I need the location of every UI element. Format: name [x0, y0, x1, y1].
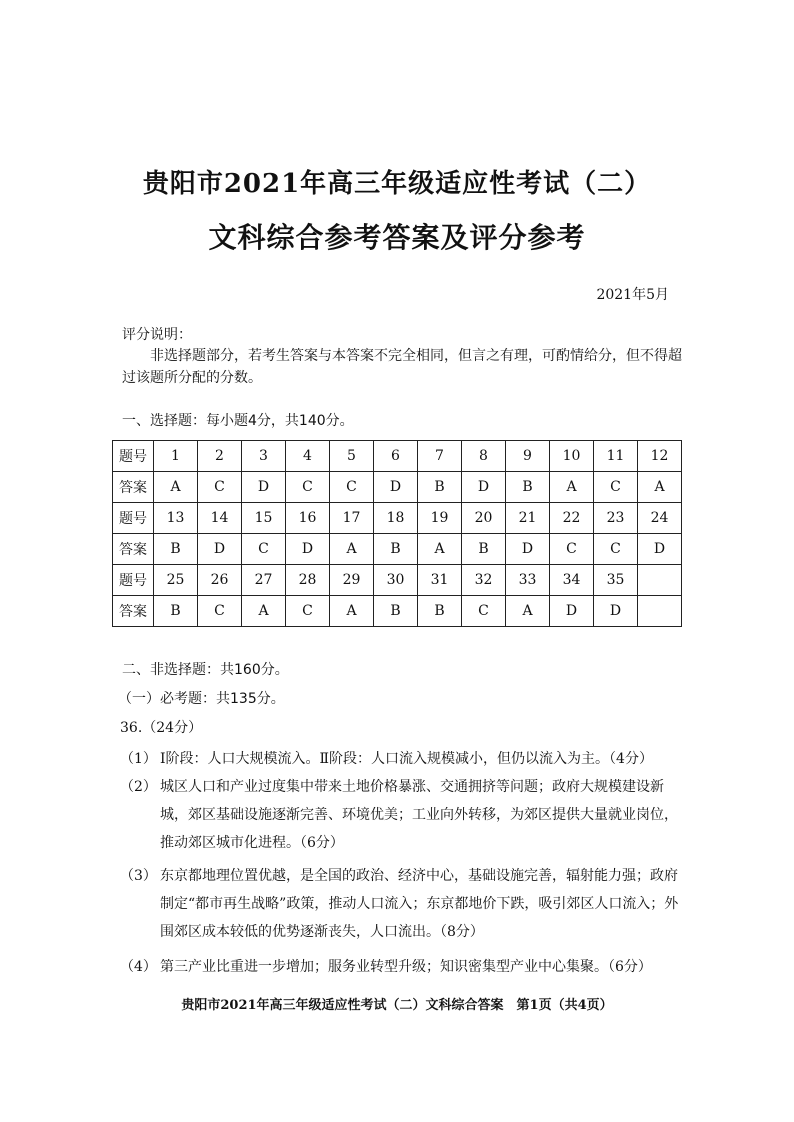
table-cell: D — [198, 534, 242, 565]
table-cell: 18 — [374, 503, 418, 534]
table-cell: D — [374, 472, 418, 503]
table-cell: 32 — [462, 565, 506, 596]
table-cell: C — [286, 472, 330, 503]
answer-row — [113, 534, 682, 565]
scoring-notes-heading: 评分说明： — [122, 327, 192, 343]
table-cell: A — [154, 472, 198, 503]
q36-item-1 — [120, 745, 685, 773]
q36-item-number: （1） — [120, 751, 157, 767]
table-cell: 7 — [418, 441, 462, 472]
table-cell: 27 — [242, 565, 286, 596]
q36-item-3 — [120, 862, 685, 946]
section2-heading: 二、非选择题：共160分。 — [122, 662, 289, 678]
table-cell: 22 — [550, 503, 594, 534]
table-cell: A — [550, 472, 594, 503]
q36-item-number: （4） — [120, 959, 157, 975]
row-label-cell: 题号 — [113, 503, 154, 534]
table-cell: 17 — [330, 503, 374, 534]
section1-heading: 一、选择题：每小题4分，共140分。 — [122, 413, 354, 429]
table-cell: D — [286, 534, 330, 565]
table-cell: C — [462, 596, 506, 627]
table-cell: 11 — [594, 441, 638, 472]
table-cell: 23 — [594, 503, 638, 534]
table-cell: C — [198, 596, 242, 627]
table-cell: 2 — [198, 441, 242, 472]
table-cell: 4 — [286, 441, 330, 472]
subsection1-heading: （一）必考题：共135分。 — [118, 691, 285, 707]
table-cell: A — [418, 534, 462, 565]
table-cell: D — [506, 534, 550, 565]
table-cell: C — [550, 534, 594, 565]
table-cell: C — [198, 472, 242, 503]
table-cell: 8 — [462, 441, 506, 472]
q36-item-number: （2） — [120, 779, 157, 795]
table-cell: A — [330, 534, 374, 565]
table-cell: C — [242, 534, 286, 565]
row-label-cell: 题号 — [113, 565, 154, 596]
q36-item-text: 城区人口和产业过度集中带来土地价格暴涨、交通拥挤等问题；政府大规模建设新城，郊区基础设施逐渐完善、环境优美；工业向外转移，为郊区提供大量就业岗位，推动郊区城市化进程。（6分） — [160, 779, 678, 851]
table-cell: 21 — [506, 503, 550, 534]
scoring-notes-body: 非选择题部分，若考生答案与本答案不完全相同，但言之有理，可酌情给分，但不得超过该题所分配的分数。 — [122, 348, 682, 386]
question-36-heading: 36.（24分） — [120, 720, 203, 736]
table-cell: 29 — [330, 565, 374, 596]
document-date: 2021年5月 — [596, 287, 669, 303]
q36-item-text: 第三产业比重进一步增加；服务业转型升级；知识密集型产业中心集聚。（6分） — [160, 959, 652, 975]
table-cell: 28 — [286, 565, 330, 596]
table-cell: 25 — [154, 565, 198, 596]
table-cell: 16 — [286, 503, 330, 534]
table-cell: 30 — [374, 565, 418, 596]
table-cell: D — [638, 534, 682, 565]
table-cell: 26 — [198, 565, 242, 596]
table-cell: D — [462, 472, 506, 503]
table-cell: B — [506, 472, 550, 503]
table-cell: 9 — [506, 441, 550, 472]
table-cell: 5 — [330, 441, 374, 472]
table-cell: B — [374, 596, 418, 627]
q36-item-text: 东京都地理位置优越，是全国的政治、经济中心，基础设施完善，辐射能力强；政府制定“都市再生战略”政策，推动人口流入；东京都地价下跌，吸引郊区人口流入；外围郊区成本较低的优势逐渐丧失，人口流出。（8分） — [160, 868, 679, 940]
table-cell: D — [550, 596, 594, 627]
table-cell: 12 — [638, 441, 682, 472]
answer-row — [113, 472, 682, 503]
table-cell: 1 — [154, 441, 198, 472]
table-cell: B — [374, 534, 418, 565]
table-cell: D — [242, 472, 286, 503]
table-cell — [638, 565, 682, 596]
table-cell: A — [506, 596, 550, 627]
table-cell: 19 — [418, 503, 462, 534]
row-label-cell: 答案 — [113, 534, 154, 565]
document-subtitle: 文科综合参考答案及评分参考 — [208, 221, 586, 254]
table-cell: 10 — [550, 441, 594, 472]
table-cell: B — [154, 534, 198, 565]
table-cell: A — [330, 596, 374, 627]
q36-item-text: Ⅰ阶段：人口大规模流入。Ⅱ阶段：人口流入规模减小，但仍以流入为主。（4分） — [160, 751, 653, 767]
table-cell: 33 — [506, 565, 550, 596]
table-cell: B — [462, 534, 506, 565]
table-cell: A — [638, 472, 682, 503]
question-number-row — [113, 503, 682, 534]
table-cell: C — [286, 596, 330, 627]
table-cell: 35 — [594, 565, 638, 596]
table-cell: 24 — [638, 503, 682, 534]
row-label-cell: 答案 — [113, 472, 154, 503]
table-cell: C — [594, 534, 638, 565]
table-cell: D — [594, 596, 638, 627]
q36-item-number: （3） — [120, 868, 157, 884]
table-cell: B — [418, 472, 462, 503]
q36-item-4 — [120, 953, 685, 981]
table-cell: 6 — [374, 441, 418, 472]
table-cell: 3 — [242, 441, 286, 472]
page-footer: 贵阳市2021年高三年级适应性考试（二）文科综合答案 第1页（共4页） — [181, 998, 613, 1013]
row-label-cell: 题号 — [113, 441, 154, 472]
question-number-row — [113, 441, 682, 472]
table-cell: 34 — [550, 565, 594, 596]
table-cell: 13 — [154, 503, 198, 534]
table-cell: 15 — [242, 503, 286, 534]
question-number-row — [113, 565, 682, 596]
row-label-cell: 答案 — [113, 596, 154, 627]
table-cell: C — [330, 472, 374, 503]
table-cell: B — [154, 596, 198, 627]
answer-row — [113, 596, 682, 627]
table-cell: 14 — [198, 503, 242, 534]
answer-table — [112, 440, 682, 627]
table-cell — [638, 596, 682, 627]
table-cell: C — [594, 472, 638, 503]
table-cell: B — [418, 596, 462, 627]
document-title: 贵阳市2021年高三年级适应性考试（二） — [142, 169, 652, 199]
table-cell: 31 — [418, 565, 462, 596]
table-cell: 20 — [462, 503, 506, 534]
table-cell: A — [242, 596, 286, 627]
q36-item-2 — [120, 773, 685, 857]
